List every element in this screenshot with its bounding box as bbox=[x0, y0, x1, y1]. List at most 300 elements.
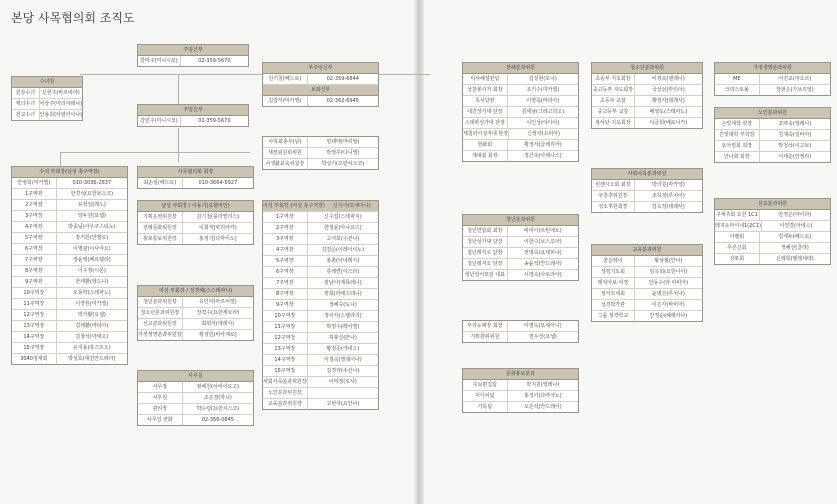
person-name: 권우선(요셉) bbox=[528, 334, 557, 340]
org-box bbox=[462, 62, 579, 162]
role-label: 김갑서(미카엘) bbox=[263, 96, 308, 106]
role-label: 4구역장 bbox=[263, 245, 308, 255]
org-box bbox=[591, 244, 703, 322]
box-row bbox=[263, 74, 378, 85]
org-box bbox=[137, 370, 254, 426]
box-row bbox=[592, 74, 702, 85]
person-name: 오은석(안드레아) bbox=[523, 404, 562, 410]
box-header: 부주임신부 bbox=[263, 63, 378, 74]
person-name: 비비아(르틴에노) bbox=[523, 228, 562, 234]
box-row bbox=[263, 344, 378, 355]
box-row bbox=[592, 267, 702, 278]
role-label: 기획감위위원 bbox=[463, 332, 508, 342]
box-row bbox=[463, 380, 578, 391]
role-label: 독서단장 bbox=[463, 96, 508, 106]
role-label: 청소년분과위원장 bbox=[138, 308, 183, 318]
box-row bbox=[12, 211, 127, 222]
box-row bbox=[592, 96, 702, 107]
person-name: 김세남(그레고리오) bbox=[521, 109, 565, 115]
person-name: 국상선(마리아) bbox=[651, 87, 685, 93]
box-row bbox=[463, 237, 578, 248]
box-header: 주임신부 bbox=[138, 105, 248, 116]
box-row bbox=[12, 244, 127, 255]
role-label: 레지오마이내1(2C1) bbox=[715, 223, 761, 229]
person-name: 유지용(휴스트노) bbox=[72, 345, 111, 351]
person-name: 김검은(이레아이노) bbox=[321, 247, 365, 253]
box-header: 청소년분과위원 bbox=[592, 63, 702, 74]
role-label: 청년레지오 단장 bbox=[463, 259, 508, 269]
org-box bbox=[462, 214, 579, 281]
role-label: 7구역장 bbox=[263, 278, 308, 288]
box-row bbox=[263, 159, 378, 169]
box-row bbox=[12, 200, 127, 211]
person-name: 이병광(이사야요) bbox=[72, 246, 111, 252]
box-header bbox=[263, 201, 378, 212]
box-row bbox=[12, 354, 127, 364]
box-row bbox=[592, 289, 702, 300]
box-header: 주임신부 bbox=[138, 45, 248, 56]
person-name: 최희자(데레사) bbox=[201, 321, 235, 327]
person-name: 황상월(안나) bbox=[654, 258, 683, 264]
role-label: 푸른신회 bbox=[715, 243, 760, 253]
person-name: 한경석(요한보스코) bbox=[70, 191, 114, 197]
role-label: 1구역장 bbox=[12, 189, 57, 199]
box-row bbox=[138, 330, 253, 340]
org-box bbox=[137, 44, 249, 67]
box-row bbox=[463, 129, 578, 140]
box-row bbox=[138, 404, 253, 415]
person-name: 박성기(프란치스코) bbox=[321, 161, 365, 167]
role-label: 5구역장 bbox=[263, 256, 308, 266]
box-row bbox=[263, 388, 378, 399]
person-name: 김태두(베드로) bbox=[778, 234, 812, 240]
box-header: 교육분과위원 bbox=[592, 245, 702, 256]
box-row bbox=[463, 259, 578, 270]
role-label: 안영희(미카엘) bbox=[12, 178, 57, 188]
role-label: 7구역장 bbox=[12, 255, 57, 265]
person-name: 한정윤(아나르스) bbox=[323, 225, 362, 231]
role-label: 4구역장 bbox=[12, 222, 57, 232]
role-label: 사회사목분과위원장 bbox=[263, 379, 307, 385]
person-name: 윤병은(루치나) bbox=[651, 291, 685, 297]
role-label: 6구역장 bbox=[263, 267, 308, 277]
person-name: 안동수(라 파비아) bbox=[648, 280, 689, 286]
box-row bbox=[138, 308, 253, 319]
box-row bbox=[12, 299, 127, 310]
person-name: 이장원(미카엘) bbox=[75, 301, 109, 307]
role-label: 청년분과위원장 bbox=[138, 297, 183, 307]
person-name: 허봉신(안나) bbox=[328, 335, 357, 341]
box-row bbox=[592, 107, 702, 118]
box-row bbox=[12, 277, 127, 288]
box-row bbox=[715, 243, 830, 254]
person-name: 한태환(레드니) bbox=[75, 279, 109, 285]
person-name: 박영우(다니엘) bbox=[326, 150, 360, 156]
person-name: 고서희(수산나) bbox=[326, 236, 360, 242]
role-label: 구세주회 요한 1C1 bbox=[715, 212, 758, 218]
box-row bbox=[463, 118, 578, 129]
person-name: 이정숙(셀레나) bbox=[651, 76, 685, 82]
role-label: 원기철(베드로) bbox=[263, 74, 308, 84]
box-row bbox=[463, 332, 578, 342]
box-row bbox=[463, 151, 578, 161]
box-row bbox=[715, 141, 830, 152]
role-label: 성찬봉사자 회장 bbox=[463, 85, 508, 95]
person-name: 010-3036-2837 bbox=[72, 180, 112, 186]
role-label: 복사단 지도회장 bbox=[592, 118, 635, 128]
role-label: 중고등부 교감 bbox=[592, 107, 635, 117]
box-header: 보좌신부 bbox=[263, 85, 378, 96]
role-label: 사무원 bbox=[138, 393, 183, 403]
box-row bbox=[463, 85, 578, 96]
box-row bbox=[138, 319, 253, 330]
org-box bbox=[591, 62, 703, 129]
box-row bbox=[263, 256, 378, 267]
box-row bbox=[463, 270, 578, 280]
box-row bbox=[263, 278, 378, 289]
person-name: 장경수(요한계보라) bbox=[196, 310, 240, 316]
person-name: 박지원(엘레나) bbox=[526, 382, 560, 388]
org-box bbox=[137, 200, 254, 245]
role-label: 부리능매장 회장 bbox=[463, 321, 508, 331]
person-name: 정윤영(베르텔라) bbox=[72, 257, 111, 263]
role-label: 상포회 bbox=[715, 254, 760, 264]
person-name: 안정순(헤레아나) bbox=[649, 313, 688, 319]
role-label: 15구역장 bbox=[263, 366, 308, 376]
role-label: 재정위원회위원 bbox=[263, 148, 308, 158]
role-label: 성소후원회장 bbox=[592, 202, 635, 212]
person-name: 장희(라에스테니) bbox=[323, 291, 362, 297]
box-row bbox=[592, 191, 702, 202]
person-name: 정이자(스텔라리) bbox=[323, 313, 362, 319]
person-name: 정건숙(아레나스) bbox=[523, 153, 562, 159]
role-label: 아멘회 bbox=[715, 232, 760, 242]
person-name: 안정은(마이다) bbox=[778, 212, 812, 218]
role-label: 11구역장 bbox=[263, 322, 308, 332]
role-label: 미디어팀 bbox=[463, 391, 508, 401]
person-name: 홍춘(아네레시) bbox=[326, 258, 360, 264]
org-box bbox=[11, 166, 128, 365]
box-row bbox=[263, 377, 378, 388]
box-row bbox=[263, 322, 378, 333]
role-label: 2구역장 bbox=[263, 223, 308, 233]
box-row bbox=[138, 223, 253, 234]
role-label: 3구역장 bbox=[263, 234, 308, 244]
person-name: 서영숙(아로라아) bbox=[523, 272, 562, 278]
person-name: 황정순(아네스) bbox=[326, 346, 360, 352]
role-label: 12구역장 bbox=[12, 310, 57, 320]
page-title: 본당 사목협의회 조직도 bbox=[11, 11, 135, 25]
box-row bbox=[463, 321, 578, 332]
org-box bbox=[462, 368, 579, 413]
box-row bbox=[592, 300, 702, 311]
role-label: 요아킴회 회장 bbox=[715, 141, 760, 151]
box-row bbox=[12, 99, 82, 110]
person-name: 전영숙(요세피나) bbox=[523, 250, 562, 256]
role-label: 울든레이 bbox=[592, 256, 635, 266]
role-label: 기획운영위원장 bbox=[138, 212, 183, 222]
person-name: 박성호(대건안드레아) bbox=[68, 356, 116, 362]
role-label: 초등부 지도회장 bbox=[592, 74, 635, 84]
role-label: 레지아보 여정 bbox=[592, 278, 635, 288]
person-name: 김창석(마태오) bbox=[75, 334, 109, 340]
box-row bbox=[263, 137, 378, 148]
box-row bbox=[263, 333, 378, 344]
org-box bbox=[137, 285, 254, 341]
box-row bbox=[12, 178, 127, 189]
person-name: 정혜숙(도나) bbox=[328, 302, 357, 308]
person-name: 김옥정(데레사) bbox=[651, 204, 685, 210]
person-name: 박의원(마카엘) bbox=[651, 182, 685, 188]
role-label: 초등부 교감 bbox=[592, 96, 635, 106]
person-name: 양두원(요셉) bbox=[77, 213, 106, 219]
box-row bbox=[715, 130, 830, 141]
person-name: 신현주(바르바라) bbox=[41, 90, 80, 96]
role-label: 원장수녀 bbox=[12, 88, 40, 98]
role-label: 사생활교육위원장 bbox=[263, 159, 308, 169]
person-name: 김태환(마티아) bbox=[75, 323, 109, 329]
box-row bbox=[263, 223, 378, 234]
role-label: 10구역장 bbox=[263, 311, 308, 321]
box-row bbox=[463, 96, 578, 107]
box-row bbox=[12, 233, 127, 244]
org-box bbox=[262, 62, 379, 107]
person-name: 송윤석(안드레아) bbox=[523, 261, 562, 267]
box-header: 선교분과위원 bbox=[715, 199, 830, 210]
org-box bbox=[714, 107, 831, 163]
person-name: 황정자(데레사) bbox=[651, 98, 685, 104]
person-name: 이금희(베로니카) bbox=[649, 120, 688, 126]
person-name: 박기환(요셉) bbox=[77, 312, 106, 318]
role-label: 13구역장 bbox=[12, 321, 57, 331]
role-label: 가정생명분과위원장 bbox=[138, 332, 182, 338]
box-header: 사목협의회 회장 bbox=[138, 167, 253, 178]
role-label: 노인분과위원장 bbox=[263, 388, 308, 398]
box-row bbox=[263, 267, 378, 278]
org-box bbox=[262, 136, 379, 170]
role-label: 사목회총무(남) bbox=[263, 137, 308, 147]
box-row bbox=[12, 343, 127, 354]
person-name: 황정서(글레리아) bbox=[523, 142, 562, 148]
role-label: 은빛대학 부학장 bbox=[715, 130, 760, 140]
role-label: 관리장 bbox=[138, 404, 183, 414]
role-label: 15구역장 bbox=[12, 343, 57, 353]
box-row bbox=[138, 178, 253, 188]
role-label: 재의수녀 bbox=[12, 99, 40, 109]
person-name: 배영도(스테파노) bbox=[649, 109, 688, 115]
connector-line bbox=[178, 74, 179, 104]
person-name: 장현은(가브리엘) bbox=[775, 87, 814, 93]
person-name: 이철숙(엘레이나) bbox=[323, 357, 362, 363]
person-name: 02-356-0645 bbox=[201, 417, 234, 423]
box-row bbox=[463, 107, 578, 118]
person-name: 고현자(요안나) bbox=[326, 401, 360, 407]
role-label: 은빛대학 학장 bbox=[715, 119, 760, 129]
box-row bbox=[263, 311, 378, 322]
box-header: 문화홍보분과 bbox=[463, 369, 578, 380]
box-header: 남성 부회장 / 이동기(요한비안) bbox=[138, 201, 253, 212]
role-label: 빈첸시오회 회장 bbox=[592, 180, 635, 190]
box-row bbox=[263, 245, 378, 256]
role-label: 갈마수(미니시모) bbox=[138, 56, 181, 66]
box-row bbox=[463, 74, 578, 85]
person-name: 정해원(아비이토고) bbox=[196, 384, 240, 390]
box-row bbox=[463, 391, 578, 402]
box-row bbox=[138, 297, 253, 308]
box-row bbox=[715, 210, 830, 221]
role-label: 청년레지오 단장 bbox=[463, 248, 508, 258]
role-label: 성서모세회 bbox=[592, 289, 635, 299]
person-name: 신제희(헬레세테) bbox=[775, 256, 814, 262]
box-row bbox=[463, 140, 578, 151]
connector-line bbox=[178, 128, 179, 162]
person-name: 조기수(미카엘) bbox=[526, 87, 560, 93]
box-row bbox=[463, 248, 578, 259]
role-label: 헌화회 bbox=[463, 140, 508, 150]
role-label: 사무장 bbox=[138, 382, 183, 392]
box-row bbox=[592, 311, 702, 321]
org-box bbox=[137, 166, 254, 189]
role-label: 전교수녀 bbox=[12, 110, 40, 120]
box-row bbox=[138, 116, 248, 126]
box-row bbox=[138, 56, 248, 66]
box-row bbox=[263, 399, 378, 409]
role-label: ME bbox=[715, 74, 760, 84]
person-name: 안용희(아델라이나) bbox=[39, 112, 83, 118]
role-label: 홍보통보위원장 bbox=[138, 234, 183, 244]
org-box bbox=[714, 62, 831, 96]
box-header-label: 여성 부회장 (여성 총구역장) bbox=[263, 203, 325, 209]
person-name: 황성민(비아제로) bbox=[198, 332, 237, 338]
role-label: 미사해설전팀 bbox=[463, 74, 508, 84]
box-row bbox=[12, 110, 82, 120]
role-label: 6구역장 bbox=[12, 244, 57, 254]
box-header: 가정생명분과위원 bbox=[715, 63, 830, 74]
connector-line bbox=[60, 152, 61, 166]
box-row bbox=[138, 382, 253, 393]
role-label: 강민수(미니시모) bbox=[138, 116, 181, 126]
box-row bbox=[12, 266, 127, 277]
org-box bbox=[137, 104, 249, 127]
box-header: 사무실 bbox=[138, 371, 253, 382]
person-name: 서진교(마오르) bbox=[778, 76, 812, 82]
person-name: 이연경(아네스) bbox=[779, 223, 813, 229]
role-label: 5구역장 bbox=[12, 233, 57, 243]
role-label: 그룹 성경학교 bbox=[592, 311, 635, 321]
box-row bbox=[263, 212, 378, 223]
connector-line bbox=[60, 152, 250, 153]
person-name: 임옥희(요한나이) bbox=[649, 269, 688, 275]
role-label: 9구역장 bbox=[263, 300, 308, 310]
box-row bbox=[592, 256, 702, 267]
box-row bbox=[12, 321, 127, 332]
box-row bbox=[138, 415, 253, 425]
person-name: 박종님(아우구스티노) bbox=[68, 224, 116, 230]
box-row bbox=[715, 254, 830, 264]
person-name: 이영숙(마리아) bbox=[526, 98, 560, 104]
box-row bbox=[12, 332, 127, 343]
person-name: 02-359-5670 bbox=[198, 118, 231, 124]
person-name: 이한수(보스꼬아) bbox=[523, 239, 562, 245]
person-name: 신수섭(스테파지) bbox=[323, 214, 362, 220]
person-name: 박청석(이고보) bbox=[778, 143, 812, 149]
role-label: 대건성가대 단장 bbox=[463, 107, 508, 117]
role-label: 교육분과위원장 bbox=[263, 399, 308, 409]
box-row bbox=[12, 222, 127, 233]
person-name: 02-359-5670 bbox=[198, 58, 231, 64]
role-label: 중고등부 지도회장 bbox=[592, 87, 634, 93]
person-name: 류레연(아스타) bbox=[326, 269, 360, 275]
person-name: 유인덕(마르씨엘) bbox=[198, 299, 237, 305]
role-label: 14구역장 bbox=[263, 355, 308, 365]
person-name: 장기원(안젤로) bbox=[75, 235, 109, 241]
box-row bbox=[263, 289, 378, 300]
box-row bbox=[592, 180, 702, 191]
box-header: 청년분과위원 bbox=[463, 215, 578, 226]
person-name: 오동학(스테파노) bbox=[72, 290, 111, 296]
box-row bbox=[138, 234, 253, 244]
box-row bbox=[12, 310, 127, 321]
person-name: 김기철(플라엘리스) bbox=[196, 214, 240, 220]
box-row bbox=[715, 85, 830, 95]
org-box bbox=[714, 198, 831, 265]
box-header: 전례분과위원 bbox=[463, 63, 578, 74]
person-name: 정혜선(클라) bbox=[780, 245, 809, 251]
role-label: 제대회 회장 bbox=[463, 151, 508, 161]
person-name: 이영숙(모세아니) bbox=[523, 323, 562, 329]
role-label: 전례문화위원장 bbox=[138, 223, 183, 233]
person-name: 이미정(로사) bbox=[328, 379, 357, 385]
box-row bbox=[12, 189, 127, 200]
role-label: 8구역장 bbox=[12, 266, 57, 276]
person-name bbox=[308, 388, 378, 398]
box-row bbox=[715, 232, 830, 243]
role-label: 12구역장 bbox=[263, 333, 308, 343]
person-name: 이희자(마리아카) bbox=[198, 225, 237, 231]
box-header: 수석 부회장(남성 총구역장) bbox=[12, 167, 127, 178]
role-label: 청년성가대 단장 bbox=[463, 237, 508, 247]
role-label: 1구역장 bbox=[263, 212, 308, 222]
role-label: 사무실 전화 bbox=[138, 415, 183, 425]
person-name: 홍성기(다마이노) bbox=[198, 236, 237, 242]
role-label: 11구역장 bbox=[12, 299, 57, 309]
role-label: 스테파성가대 단장 bbox=[463, 118, 508, 128]
box-row bbox=[263, 366, 378, 377]
org-box bbox=[262, 200, 379, 410]
role-label: 최순심(베드로) bbox=[138, 178, 183, 188]
box-row bbox=[715, 119, 830, 130]
role-label: 3구역장 bbox=[12, 211, 57, 221]
box-row bbox=[138, 393, 253, 404]
role-label: 크리스토폴 bbox=[715, 85, 760, 95]
box-row bbox=[12, 88, 82, 99]
person-name: 조하정(루치아) bbox=[651, 193, 685, 199]
role-label: 선교분과위원장 bbox=[138, 319, 183, 329]
person-name: 홍성기(다마아노) bbox=[523, 393, 562, 399]
box-row bbox=[592, 202, 702, 212]
box-row bbox=[263, 148, 378, 159]
role-label: 14구역장 bbox=[12, 332, 57, 342]
role-label: 13구역장 bbox=[263, 344, 308, 354]
box-row bbox=[138, 212, 253, 223]
person-name: 02-359-6844 bbox=[326, 76, 359, 82]
box-header: 여성 부회장 / 성경혜(스스테파니) bbox=[138, 286, 253, 297]
person-name: 010-3664-5927 bbox=[198, 180, 238, 186]
person-name: 장남아(제뮤레니) bbox=[323, 280, 362, 286]
person-name: 이수정(시몬) bbox=[77, 268, 106, 274]
person-name: 이상주(마리아레나) bbox=[39, 101, 83, 107]
person-name: 유정일(레노) bbox=[77, 202, 106, 208]
